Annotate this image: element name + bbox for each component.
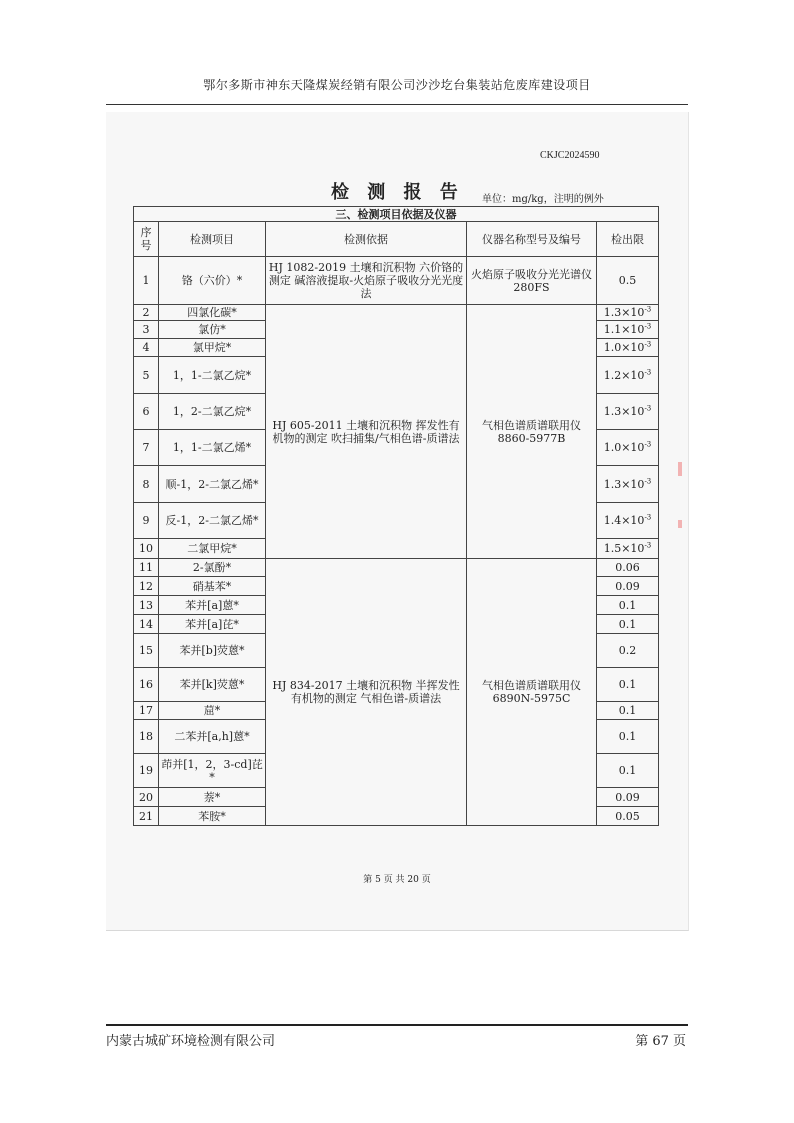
report-title: 检 测 报 告 bbox=[331, 182, 464, 203]
lod-base: 1.0×10 bbox=[603, 341, 645, 354]
row-seq: 19 bbox=[134, 754, 159, 788]
report-code: CKJC2024590 bbox=[540, 150, 600, 161]
row-seq: 5 bbox=[134, 357, 159, 394]
row-item: 萘* bbox=[159, 788, 266, 807]
lod-base: 1.3×10 bbox=[603, 306, 645, 319]
row-lod: 0.1 bbox=[597, 754, 659, 788]
row-lod: 0.09 bbox=[597, 577, 659, 596]
lod-base: 1.3×10 bbox=[603, 405, 645, 418]
header-item: 检测项目 bbox=[159, 222, 266, 257]
row-lod: 0.09 bbox=[597, 788, 659, 807]
stamp-edge-mark bbox=[678, 520, 682, 528]
footer-rule bbox=[106, 1024, 688, 1026]
row-seq: 16 bbox=[134, 668, 159, 702]
header-rule bbox=[106, 104, 688, 105]
row-basis: HJ 1082-2019 土壤和沉积物 六价铬的测定 碱溶液提取-火焰原子吸收分光光度法 bbox=[266, 257, 467, 305]
stamp-edge-mark bbox=[678, 462, 682, 476]
row-lod bbox=[597, 539, 659, 559]
row-item: 四氯化碳* bbox=[159, 305, 266, 321]
row-lod bbox=[597, 466, 659, 503]
row-item: 苯并[a]蒽* bbox=[159, 596, 266, 615]
lod-base: 1.4×10 bbox=[603, 514, 645, 527]
row-instrument: 气相色谱质谱联用仪 8860-5977B bbox=[467, 305, 597, 559]
lod-exponent: -3 bbox=[644, 404, 652, 413]
row-item: 䓛* bbox=[159, 702, 266, 720]
row-seq: 9 bbox=[134, 503, 159, 539]
row-seq: 11 bbox=[134, 559, 159, 577]
row-seq: 18 bbox=[134, 720, 159, 754]
page-number: 第 5 页 共 20 页 bbox=[363, 875, 431, 885]
row-lod bbox=[597, 357, 659, 394]
lod-exponent: -3 bbox=[644, 541, 652, 550]
row-lod: 0.5 bbox=[597, 257, 659, 305]
row-lod: 0.1 bbox=[597, 720, 659, 754]
lod-exponent: -3 bbox=[644, 305, 652, 314]
lod-exponent: -3 bbox=[644, 322, 652, 331]
row-item: 二苯并[a,h]蒽* bbox=[159, 720, 266, 754]
row-item: 苯并[a]芘* bbox=[159, 615, 266, 634]
row-item: 苯胺* bbox=[159, 807, 266, 826]
row-basis: HJ 605-2011 土壤和沉积物 挥发性有机物的测定 吹扫捕集/气相色谱-质谱法 bbox=[266, 305, 467, 559]
row-seq: 1 bbox=[134, 257, 159, 305]
lod-base: 1.3×10 bbox=[603, 477, 645, 491]
page-header: 鄂尔多斯市神东天隆煤炭经销有限公司沙沙圪台集装站危废库建设项目 bbox=[203, 78, 591, 92]
row-lod bbox=[597, 339, 659, 357]
row-lod: 0.1 bbox=[597, 615, 659, 634]
lod-base: 1.0×10 bbox=[603, 441, 645, 454]
lod-base: 1.2×10 bbox=[603, 368, 645, 382]
row-seq: 8 bbox=[134, 466, 159, 503]
row-lod: 0.1 bbox=[597, 668, 659, 702]
row-lod bbox=[597, 305, 659, 321]
row-seq: 21 bbox=[134, 807, 159, 826]
row-item: 氯甲烷* bbox=[159, 339, 266, 357]
row-item: 1，1-二氯乙烯* bbox=[159, 430, 266, 466]
row-item: 铬（六价）* bbox=[159, 257, 266, 305]
row-item: 硝基苯* bbox=[159, 577, 266, 596]
row-lod: 0.1 bbox=[597, 702, 659, 720]
row-item: 1，1-二氯乙烷* bbox=[159, 357, 266, 394]
row-lod: 0.06 bbox=[597, 559, 659, 577]
row-item: 苯并[k]荧蒽* bbox=[159, 668, 266, 702]
row-seq: 15 bbox=[134, 634, 159, 668]
row-item: 茚并[1，2，3-cd]芘* bbox=[159, 754, 266, 788]
lod-exponent: -3 bbox=[644, 340, 652, 349]
row-seq: 3 bbox=[134, 321, 159, 339]
lod-base: 1.1×10 bbox=[603, 323, 645, 336]
row-item: 二氯甲烷* bbox=[159, 539, 266, 559]
row-seq: 10 bbox=[134, 539, 159, 559]
row-basis: HJ 834-2017 土壤和沉积物 半挥发性有机物的测定 气相色谱-质谱法 bbox=[266, 559, 467, 826]
row-seq: 14 bbox=[134, 615, 159, 634]
row-lod bbox=[597, 394, 659, 430]
row-lod bbox=[597, 430, 659, 466]
row-instrument: 气相色谱质谱联用仪 6890N-5975C bbox=[467, 559, 597, 826]
table-row bbox=[134, 305, 659, 321]
lod-exponent: -3 bbox=[644, 476, 652, 485]
unit-note: 单位：mg/kg，注明的例外 bbox=[482, 194, 604, 205]
header-seq: 序号 bbox=[134, 222, 159, 257]
footer-page: 第 67 页 bbox=[635, 1034, 686, 1049]
row-item: 苯并[b]荧蒽* bbox=[159, 634, 266, 668]
section-title: 三、检测项目依据及仪器 bbox=[134, 207, 659, 222]
row-lod: 0.05 bbox=[597, 807, 659, 826]
row-seq: 20 bbox=[134, 788, 159, 807]
lod-base: 1.5×10 bbox=[603, 542, 645, 555]
row-lod: 0.2 bbox=[597, 634, 659, 668]
header-instrument: 仪器名称型号及编号 bbox=[467, 222, 597, 257]
row-seq: 7 bbox=[134, 430, 159, 466]
table-row bbox=[134, 559, 659, 577]
row-item: 2-氯酚* bbox=[159, 559, 266, 577]
row-item: 氯仿* bbox=[159, 321, 266, 339]
lod-exponent: -3 bbox=[644, 440, 652, 449]
row-item: 顺-1，2-二氯乙烯* bbox=[159, 466, 266, 503]
test-basis-table bbox=[133, 206, 659, 826]
row-seq: 4 bbox=[134, 339, 159, 357]
row-item: 反-1，2-二氯乙烯* bbox=[159, 503, 266, 539]
row-lod: 0.1 bbox=[597, 596, 659, 615]
footer-company: 内蒙古城矿环境检测有限公司 bbox=[106, 1034, 276, 1049]
row-seq: 13 bbox=[134, 596, 159, 615]
header-lod: 检出限 bbox=[597, 222, 659, 257]
row-instrument: 火焰原子吸收分光光谱仪 280FS bbox=[467, 257, 597, 305]
row-lod bbox=[597, 503, 659, 539]
lod-exponent: -3 bbox=[644, 367, 652, 376]
row-seq: 12 bbox=[134, 577, 159, 596]
table-row bbox=[134, 257, 659, 305]
row-seq: 2 bbox=[134, 305, 159, 321]
row-lod bbox=[597, 321, 659, 339]
row-seq: 17 bbox=[134, 702, 159, 720]
row-seq: 6 bbox=[134, 394, 159, 430]
row-item: 1，2-二氯乙烷* bbox=[159, 394, 266, 430]
header-basis: 检测依据 bbox=[266, 222, 467, 257]
lod-exponent: -3 bbox=[644, 513, 652, 522]
